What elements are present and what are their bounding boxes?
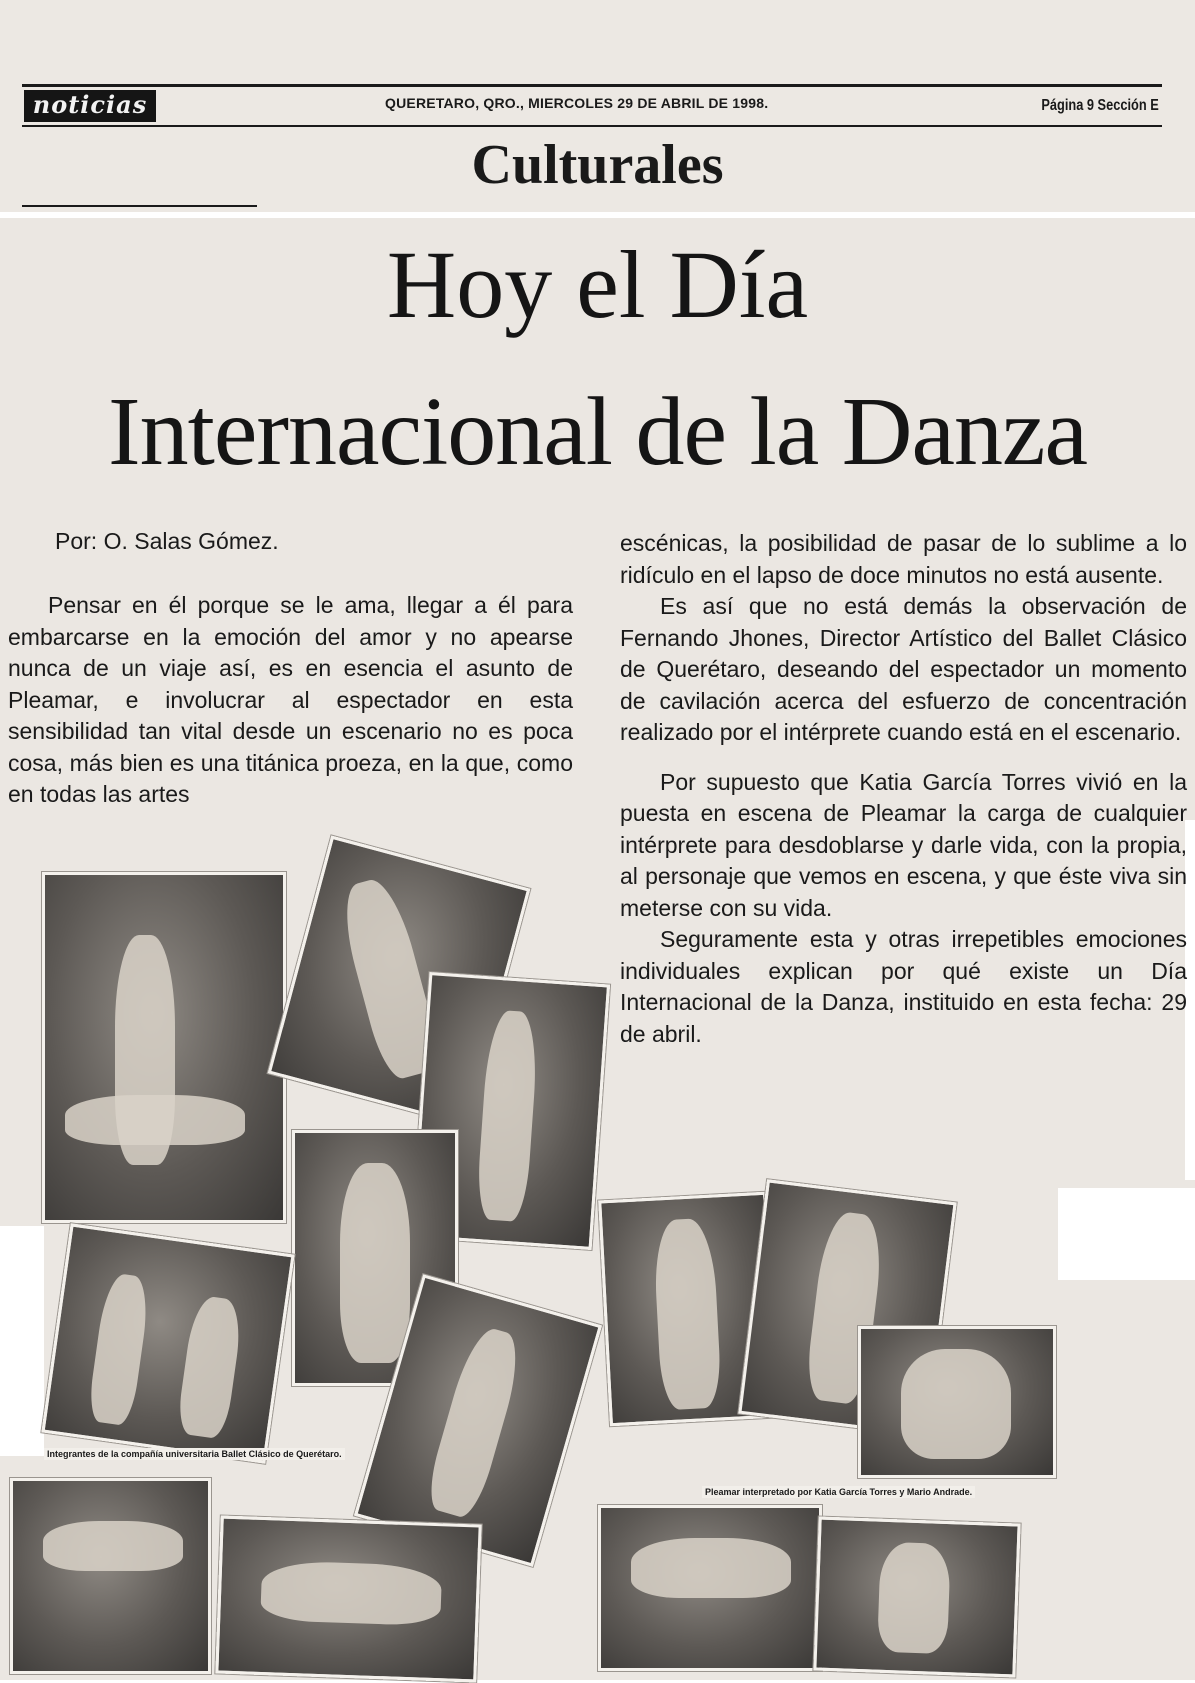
article-paragraph: Por supuesto que Katia García Torres vivió en la puesta en escena de Pleamar la carga de cualquier intérprete para desdoblarse y darle vida, con la propia, al personaje que vemos en escena, y que éste viva sin meterse con su vida. [620, 768, 1187, 921]
dance-photo [41, 1223, 294, 1463]
byline: Por: O. Salas Gómez. [55, 528, 279, 554]
notch-right [1058, 1188, 1195, 1280]
article-column-right [620, 528, 1187, 1050]
photo-caption-right: Pleamar interpretado por Katia García Torres y Mario Andrade. [702, 1486, 975, 1498]
dance-photo [215, 1515, 481, 1682]
dance-photo [10, 1478, 211, 1674]
page-info: Página 9 Sección E [1041, 97, 1159, 114]
header-rule-bottom [22, 125, 1162, 127]
headline-line-1: Hoy el Día [386, 231, 809, 338]
article-paragraph: Pensar en él porque se le ama, llegar a él para embarcarse en la emoción del amor y no apearse nunca de un viaje así, es en esencia el asunto de Pleamar, e involucrar al espectador en esta sensibilidad tan vital desde un escenario no es poca cosa, más bien es una titánica proeza, en la que, como en todas las artes [8, 592, 573, 807]
dance-photo [813, 1517, 1020, 1678]
article-paragraph: escénicas, la posibilidad de pasar de lo sublime a lo ridículo en el lapso de doce minutos no está ausente. [620, 530, 1187, 588]
newspaper-logo [24, 90, 156, 122]
section-title: Culturales [471, 134, 724, 196]
header-rule-top [22, 84, 1162, 87]
notch-left [0, 1226, 44, 1456]
article-column-left [8, 590, 573, 811]
dance-photo [598, 1505, 822, 1671]
dance-photo [42, 872, 286, 1223]
dateline: QUERETARO, QRO., MIERCOLES 29 DE ABRIL DE 1998. [385, 95, 769, 111]
article-paragraph: Seguramente esta y otras irrepetibles emociones individuales explican por qué existe un Día Internacional de la Danza, instituido en esta fecha: 29 de abril. [620, 926, 1187, 1047]
headline-line-2: Internacional de la Danza [108, 378, 1087, 486]
section-rule [22, 205, 257, 207]
logo-text: noticias [32, 90, 148, 119]
photo-caption-left: Integrantes de la compañía universitaria Ballet Clásico de Querétaro. [44, 1448, 345, 1460]
article-paragraph: Es así que no está demás la observación de Fernando Jhones, Director Artístico del Ballet Clásico de Querétaro, deseando del espectador un momento de cavilación acerca del esfuerzo de concentración realizado por el intérprete cuando está en el escenario. [620, 593, 1187, 745]
dance-photo [858, 1326, 1056, 1478]
